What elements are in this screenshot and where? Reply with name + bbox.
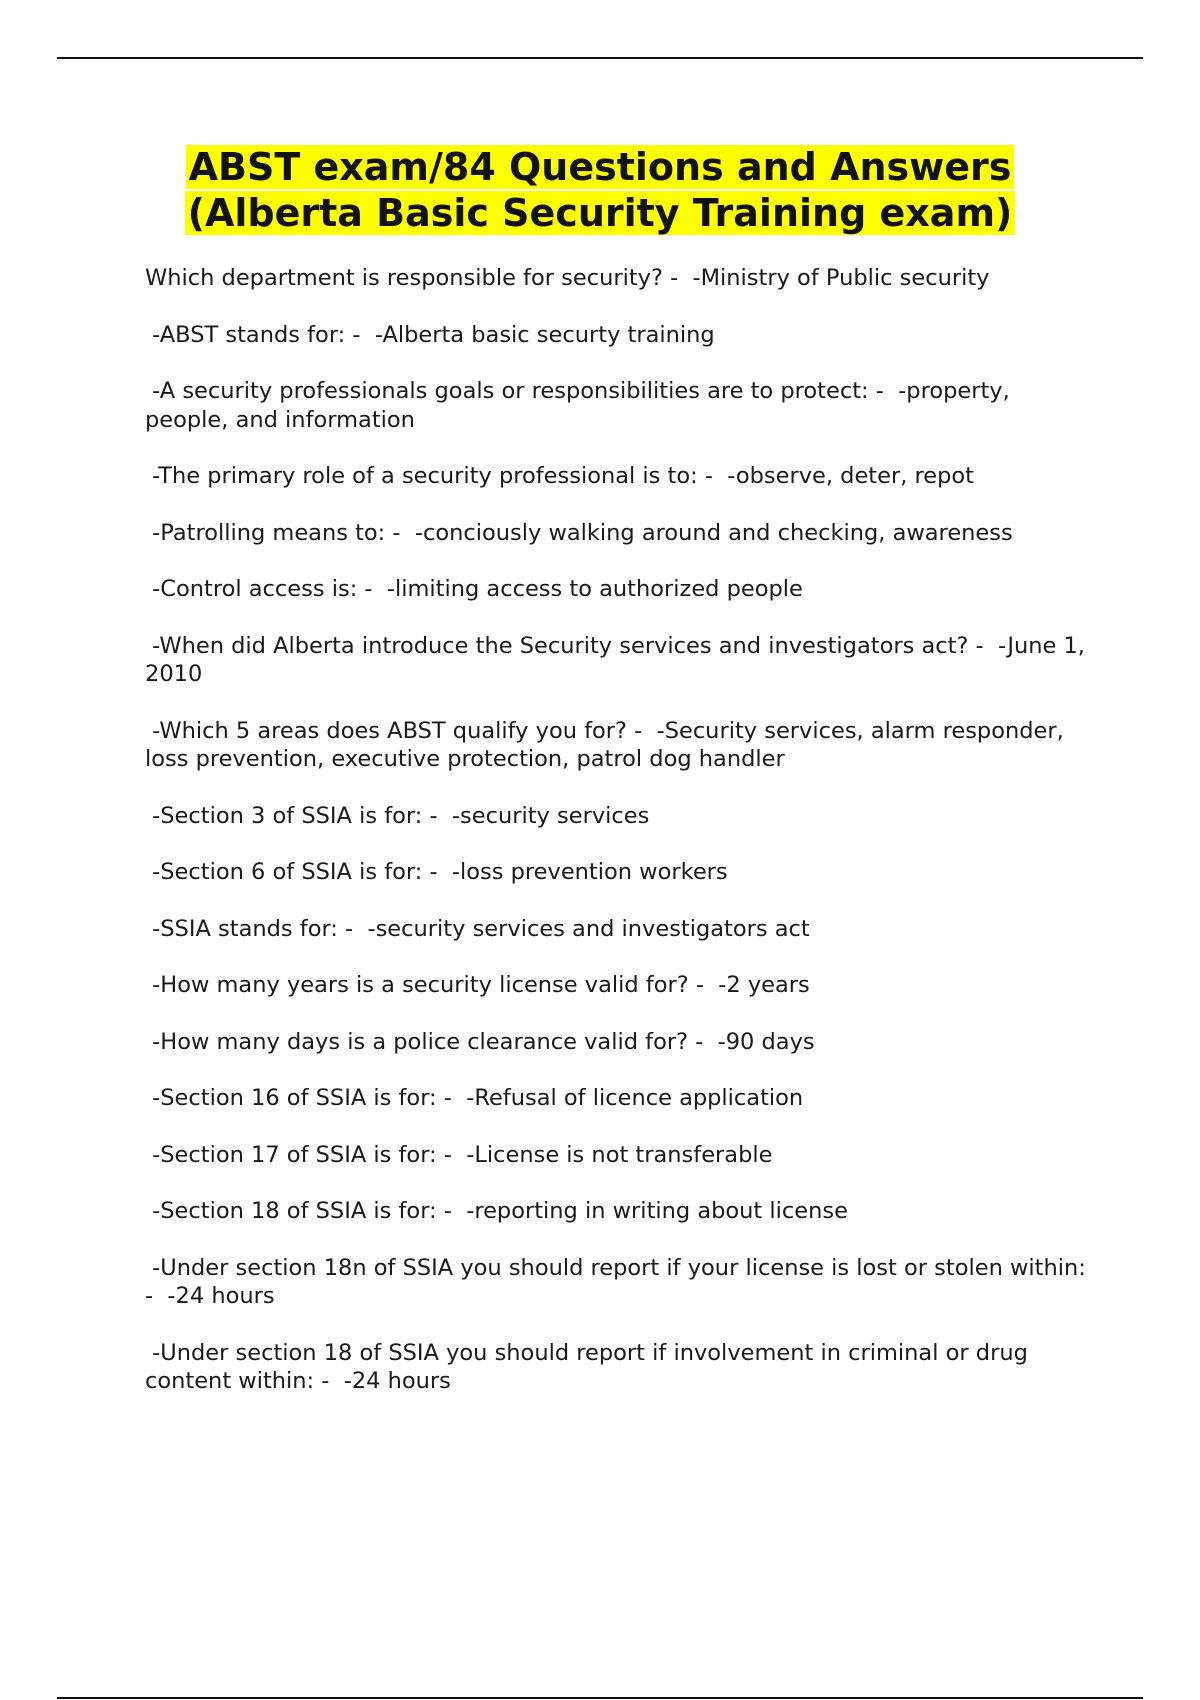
qa-item: -Section 17 of SSIA is for: - -License is not transferable — [145, 1141, 773, 1168]
qa-item: -Patrolling means to: - -conciously walking around and checking, awareness — [145, 519, 1013, 546]
title-line-2: (Alberta Basic Security Training exam) — [185, 191, 1016, 235]
qa-item: -Under section 18 of SSIA you should report if involvement in criminal or drug content within: - -24 hours — [145, 1339, 1036, 1394]
qa-list — [145, 264, 1093, 1424]
qa-item: -Section 16 of SSIA is for: - -Refusal of licence application — [145, 1085, 804, 1111]
qa-item: Which department is responsible for security? - -Ministry of Public security — [145, 265, 990, 291]
qa-item: -Section 3 of SSIA is for: - -security services — [145, 802, 650, 829]
qa-item: -Section 18 of SSIA is for: - -reporting in writing about license — [145, 1198, 848, 1224]
bottom-rule — [57, 1697, 1143, 1699]
top-rule — [57, 57, 1143, 59]
qa-item: -When did Alberta introduce the Security services and investigators act? - -June 1, 2010 — [145, 632, 1093, 687]
qa-item: -A security professionals goals or responsibilities are to protect: - -property, people, and information — [145, 378, 1017, 433]
qa-item: -How many days is a police clearance valid for? - -90 days — [145, 1028, 815, 1055]
document-title — [0, 144, 1200, 236]
qa-item: -ABST stands for: - -Alberta basic securty training — [145, 321, 715, 348]
qa-item: -Control access is: - -limiting access to authorized people — [145, 576, 803, 602]
qa-item: -SSIA stands for: - -security services and investigators act — [145, 915, 810, 942]
qa-item: -The primary role of a security professional is to: - -observe, deter, repot — [145, 463, 974, 489]
qa-item: -Section 6 of SSIA is for: - -loss prevention workers — [145, 859, 728, 885]
qa-item: -Under section 18n of SSIA you should report if your license is lost or stolen within: - -24 hours — [145, 1254, 1093, 1309]
qa-item: -Which 5 areas does ABST qualify you for? - -Security services, alarm responder, loss prevention, executive protection, patrol dog handler — [145, 717, 1071, 772]
qa-item: -How many years is a security license valid for? - -2 years — [145, 972, 810, 998]
title-line-1: ABST exam/84 Questions and Answers — [186, 145, 1015, 189]
